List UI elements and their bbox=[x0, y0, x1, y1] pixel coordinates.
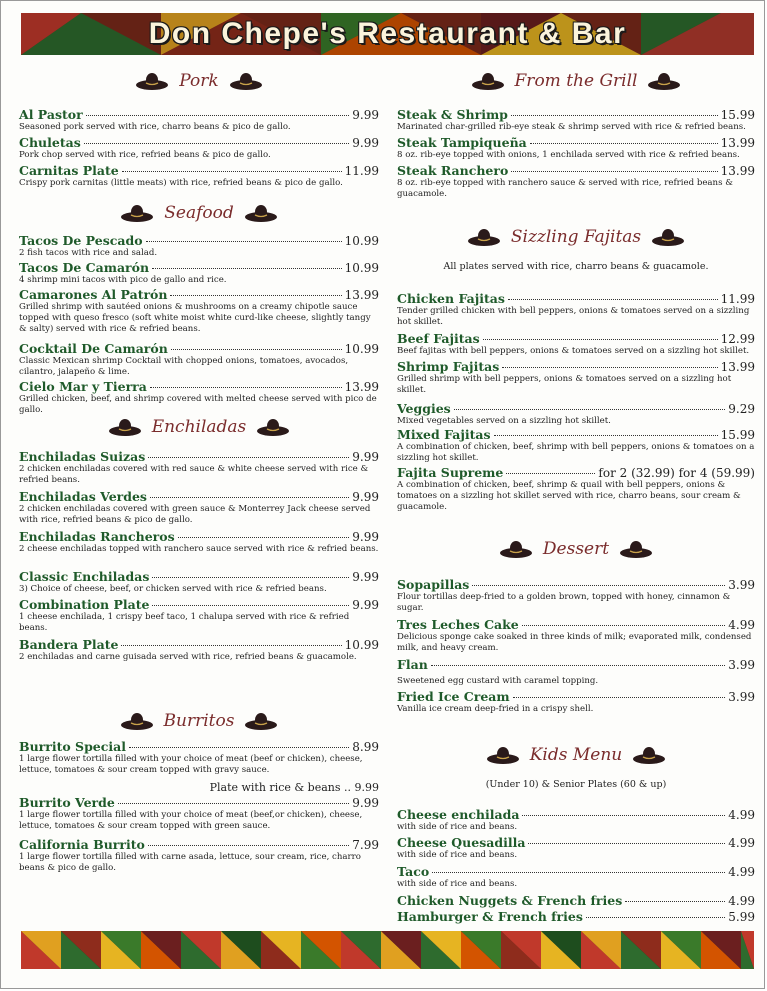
section-header-fajitas bbox=[397, 223, 755, 251]
menu-item bbox=[397, 359, 755, 396]
item-price: 9.99 bbox=[352, 796, 379, 810]
item-price: 10.99 bbox=[344, 234, 379, 248]
section-title-seafood: Seafood bbox=[164, 203, 234, 223]
menu-item bbox=[19, 260, 379, 286]
item-description: A combination of chicken, beef, shrimp & quail with bell peppers, onions & tomatoes on a sizzling hot skillet served with rice, charro beans, sour cream & guacamole. bbox=[397, 480, 741, 512]
section-title-grill: From the Grill bbox=[514, 71, 638, 91]
section-title-burritos: Burritos bbox=[163, 711, 235, 731]
item-description: Mixed vegetables served on a sizzling hot skillet. bbox=[397, 416, 611, 426]
item-description: Grilled shrimp with sautéed onions & mushrooms on a creamy chipotle sauce topped with queso fresco (soft white moist white curd-like cheese, slightly tangy & salty) served with rice & refried beans. bbox=[19, 302, 371, 334]
section-header-grill bbox=[397, 67, 755, 95]
footer-pattern bbox=[21, 931, 754, 969]
sombrero-icon bbox=[619, 539, 653, 559]
item-name: Tacos De Camarón bbox=[19, 260, 150, 275]
item-name: Flan bbox=[397, 657, 428, 672]
item-name: Fajita Supreme bbox=[397, 465, 504, 480]
item-description: 1 large flower tortilla filled with your choice of meat (beef or chicken), cheese, lettuce, tomatoes & sour cream topped with gravy sauce. bbox=[19, 754, 363, 775]
item-price: 3.99 bbox=[728, 578, 755, 592]
item-price: 15.99 bbox=[720, 428, 755, 442]
item-price: 13.99 bbox=[720, 360, 755, 374]
item-name: Camarones Al Patrón bbox=[19, 287, 168, 302]
section-title-dessert: Dessert bbox=[542, 539, 610, 559]
sombrero-icon bbox=[120, 203, 154, 223]
menu-item bbox=[397, 689, 755, 715]
item-price: 4.99 bbox=[728, 865, 755, 879]
sombrero-icon bbox=[108, 417, 142, 437]
item-description: Beef fajitas with bell peppers, onions & tomatoes served on a sizzling hot skillet. bbox=[397, 346, 750, 356]
item-description: 2 cheese enchiladas topped with ranchero sauce served with rice & refried beans. bbox=[19, 544, 379, 554]
menu-item bbox=[19, 449, 379, 486]
item-description: Grilled shrimp with bell peppers, onions & tomatoes served on a sizzling hot skillet. bbox=[397, 374, 732, 395]
menu-item bbox=[397, 107, 755, 133]
footer-triangles bbox=[21, 931, 754, 969]
item-price: 13.99 bbox=[720, 164, 755, 178]
item-name: Cheese Quesadilla bbox=[397, 835, 526, 850]
right-column bbox=[397, 61, 755, 924]
item-description: Delicious sponge cake soaked in three kinds of milk; evaporated milk, condensed milk, and heavy cream. bbox=[397, 632, 752, 653]
item-price: 11.99 bbox=[720, 292, 755, 306]
item-name: Tacos De Pescado bbox=[19, 233, 143, 248]
item-name: Combination Plate bbox=[19, 597, 150, 612]
item-price: 10.99 bbox=[344, 342, 379, 356]
item-price: 11.99 bbox=[344, 164, 379, 178]
item-description: 2 fish tacos with rice and salad. bbox=[19, 248, 158, 258]
item-price: 3.99 bbox=[728, 690, 755, 704]
sombrero-icon bbox=[647, 71, 681, 91]
item-price: 4.99 bbox=[728, 836, 755, 850]
item-description: 4 shrimp mini tacos with pico de gallo and rice. bbox=[19, 275, 227, 285]
item-name: California Burrito bbox=[19, 837, 145, 852]
item-description: 3) Choice of cheese, beef, or chicken served with rice & refried beans. bbox=[19, 584, 327, 594]
sombrero-icon bbox=[632, 745, 666, 765]
section-title-kids: Kids Menu bbox=[529, 745, 623, 765]
menu-item bbox=[19, 739, 379, 776]
item-description: 8 oz. rib-eye topped with ranchero sauce & served with rice, refried beans & guacamole. bbox=[397, 178, 733, 199]
section-header-burritos bbox=[19, 707, 379, 735]
restaurant-title: Don Chepe's Restaurant & Bar bbox=[148, 17, 627, 50]
header-banner bbox=[21, 13, 754, 55]
item-name: Steak Ranchero bbox=[397, 163, 509, 178]
item-description: with side of rice and beans. bbox=[397, 822, 518, 832]
item-price: 9.99 bbox=[352, 450, 379, 464]
item-description: 1 large flower tortilla filled with your choice of meat (beef,or chicken), cheese, lettuce, tomatoes & sour cream topped with green sauce. bbox=[19, 810, 363, 831]
sombrero-icon bbox=[467, 227, 501, 247]
item-description: 2 chicken enchiladas covered with green sauce & Monterrey Jack cheese served with rice, refried beans & pico de gallo. bbox=[19, 504, 371, 525]
menu-item bbox=[397, 577, 755, 614]
menu-item bbox=[397, 657, 755, 687]
item-name: Burrito Verde bbox=[19, 795, 115, 810]
item-name: Hamburger & French fries bbox=[397, 909, 583, 924]
item-description: Vanilla ice cream deep-fried in a crispy shell. bbox=[397, 704, 594, 714]
menu-item bbox=[397, 807, 755, 833]
menu-item bbox=[397, 291, 755, 328]
section-title-pork: Pork bbox=[179, 71, 219, 91]
item-description: Sweetened egg custard with caramel topping. bbox=[397, 676, 599, 686]
item-description: with side of rice and beans. bbox=[397, 879, 518, 889]
menu-item bbox=[19, 135, 379, 161]
section-title-enchiladas: Enchiladas bbox=[151, 417, 247, 437]
item-price: 13.99 bbox=[344, 288, 379, 302]
plate-option-label: Plate with rice & beans .. bbox=[209, 781, 351, 794]
item-price: 7.99 bbox=[352, 838, 379, 852]
menu-item bbox=[397, 401, 755, 427]
item-description: 8 oz. rib-eye topped with onions, 1 enchilada served with rice & refried beans. bbox=[397, 150, 740, 160]
item-description: 2 chicken enchiladas covered with red sauce & white cheese served with rice & refried beans. bbox=[19, 464, 369, 485]
sombrero-icon bbox=[256, 417, 290, 437]
menu-item bbox=[19, 795, 379, 832]
menu-item bbox=[397, 909, 755, 924]
item-price: 9.99 bbox=[352, 490, 379, 504]
section-header-kids bbox=[397, 741, 755, 769]
item-price: 13.99 bbox=[344, 380, 379, 394]
menu-item bbox=[19, 597, 379, 634]
item-price: 4.99 bbox=[728, 618, 755, 632]
item-price: 9.99 bbox=[352, 598, 379, 612]
section-header-dessert bbox=[397, 535, 755, 563]
menu-item bbox=[19, 379, 379, 416]
menu-item bbox=[397, 427, 755, 464]
item-name: Fried Ice Cream bbox=[397, 689, 510, 704]
item-price: 9.99 bbox=[352, 108, 379, 122]
item-name: Sopapillas bbox=[397, 577, 470, 592]
section-header-pork bbox=[19, 67, 379, 95]
item-description: Seasoned pork served with rice, charro beans & pico de gallo. bbox=[19, 122, 291, 132]
item-name: Steak & Shrimp bbox=[397, 107, 508, 122]
item-name: Tres Leches Cake bbox=[397, 617, 519, 632]
item-name: Chicken Fajitas bbox=[397, 291, 505, 306]
menu-item bbox=[397, 617, 755, 654]
menu-item bbox=[19, 529, 379, 555]
item-price: 9.29 bbox=[728, 402, 755, 416]
item-price: 8.99 bbox=[352, 740, 379, 754]
item-price: 9.99 bbox=[352, 136, 379, 150]
item-price: 3.99 bbox=[728, 658, 755, 672]
menu-item bbox=[397, 465, 755, 513]
menu-item bbox=[397, 135, 755, 161]
item-price: 9.99 bbox=[352, 530, 379, 544]
item-description: with side of rice and beans. bbox=[397, 850, 518, 860]
item-name: Taco bbox=[397, 864, 430, 879]
item-description: A combination of chicken, beef, shrimp with bell peppers, onions & tomatoes on a sizzling hot skillet. bbox=[397, 442, 755, 463]
item-name: Bandera Plate bbox=[19, 637, 119, 652]
item-name: Cheese enchilada bbox=[397, 807, 520, 822]
menu-item bbox=[19, 637, 379, 663]
item-price: 15.99 bbox=[720, 108, 755, 122]
item-price: 5.99 bbox=[728, 910, 755, 924]
item-description: Pork chop served with rice, refried beans & pico de gallo. bbox=[19, 150, 271, 160]
item-description: Flour tortillas deep-fried to a golden brown, topped with honey, cinnamon & sugar. bbox=[397, 592, 731, 613]
item-price: 4.99 bbox=[728, 808, 755, 822]
menu-item bbox=[397, 331, 755, 357]
item-name: Shrimp Fajitas bbox=[397, 359, 500, 374]
kids-note: (Under 10) & Senior Plates (60 & up) bbox=[485, 779, 667, 790]
section-header-enchiladas bbox=[19, 413, 379, 441]
item-price: 10.99 bbox=[344, 261, 379, 275]
plate-option bbox=[19, 781, 379, 794]
item-name: Enchiladas Suizas bbox=[19, 449, 146, 464]
item-price: 4.99 bbox=[728, 894, 755, 908]
item-name: Steak Tampiqueña bbox=[397, 135, 527, 150]
left-column bbox=[19, 61, 379, 901]
item-description: Classic Mexican shrimp Cocktail with chopped onions, tomatoes, avocados, cilantro, jalapeño & lime. bbox=[19, 356, 349, 377]
menu-item bbox=[19, 287, 379, 335]
item-description: Marinated char-grilled rib-eye steak & shrimp served with rice & refried beans. bbox=[397, 122, 746, 132]
item-name: Beef Fajitas bbox=[397, 331, 480, 346]
item-name: Carnitas Plate bbox=[19, 163, 119, 178]
item-name: Chuletas bbox=[19, 135, 81, 150]
plate-option-price: 9.99 bbox=[354, 781, 379, 794]
menu-item bbox=[19, 489, 379, 526]
item-description: Crispy pork carnitas (little meats) with rice, refried beans & pico de gallo. bbox=[19, 178, 343, 188]
item-name: Chicken Nuggets & French fries bbox=[397, 893, 623, 908]
menu-item bbox=[19, 341, 379, 378]
sombrero-icon bbox=[229, 71, 263, 91]
item-name: Enchiladas Rancheros bbox=[19, 529, 175, 544]
item-name: Cielo Mar y Tierra bbox=[19, 379, 147, 394]
item-description: Tender grilled chicken with bell peppers, onions & tomatoes served on a sizzling hot skillet. bbox=[397, 306, 750, 327]
menu-item bbox=[19, 233, 379, 259]
item-name: Classic Enchiladas bbox=[19, 569, 150, 584]
sombrero-icon bbox=[120, 711, 154, 731]
item-price: 12.99 bbox=[720, 332, 755, 346]
item-name: Al Pastor bbox=[19, 107, 83, 122]
item-name: Cocktail De Camarón bbox=[19, 341, 168, 356]
menu-item bbox=[397, 864, 755, 890]
sombrero-icon bbox=[244, 711, 278, 731]
sombrero-icon bbox=[499, 539, 533, 559]
item-name: Mixed Fajitas bbox=[397, 427, 491, 442]
item-price: for 2 (32.99) for 4 (59.99) bbox=[598, 466, 755, 480]
item-price: 9.99 bbox=[352, 570, 379, 584]
item-description: 1 cheese enchilada, 1 crispy beef taco, 1 chalupa served with rice & refried beans. bbox=[19, 612, 350, 633]
item-description: Grilled chicken, beef, and shrimp covered with melted cheese served with pico de gallo. bbox=[19, 394, 377, 415]
menu-item bbox=[397, 163, 755, 200]
section-header-seafood bbox=[19, 199, 379, 227]
sombrero-icon bbox=[135, 71, 169, 91]
menu-item bbox=[19, 107, 379, 133]
item-name: Enchiladas Verdes bbox=[19, 489, 147, 504]
menu-item bbox=[397, 835, 755, 861]
menu-item bbox=[19, 163, 379, 189]
sombrero-icon bbox=[651, 227, 685, 247]
sombrero-icon bbox=[486, 745, 520, 765]
item-description: 2 enchiladas and carne guisada served with rice, refried beans & guacamole. bbox=[19, 652, 357, 662]
item-name: Burrito Special bbox=[19, 739, 126, 754]
item-name: Veggies bbox=[397, 401, 451, 416]
menu-item bbox=[19, 569, 379, 595]
fajitas-note: All plates served with rice, charro beans & guacamole. bbox=[443, 261, 709, 272]
section-title-fajitas: Sizzling Fajitas bbox=[510, 227, 642, 247]
item-price: 13.99 bbox=[720, 136, 755, 150]
menu-item bbox=[19, 837, 379, 874]
item-price: 10.99 bbox=[344, 638, 379, 652]
sombrero-icon bbox=[471, 71, 505, 91]
menu-item bbox=[397, 893, 755, 908]
sombrero-icon bbox=[244, 203, 278, 223]
item-description: 1 large flower tortilla filled with carne asada, lettuce, sour cream, rice, charro beans & pico de gallo. bbox=[19, 852, 361, 873]
